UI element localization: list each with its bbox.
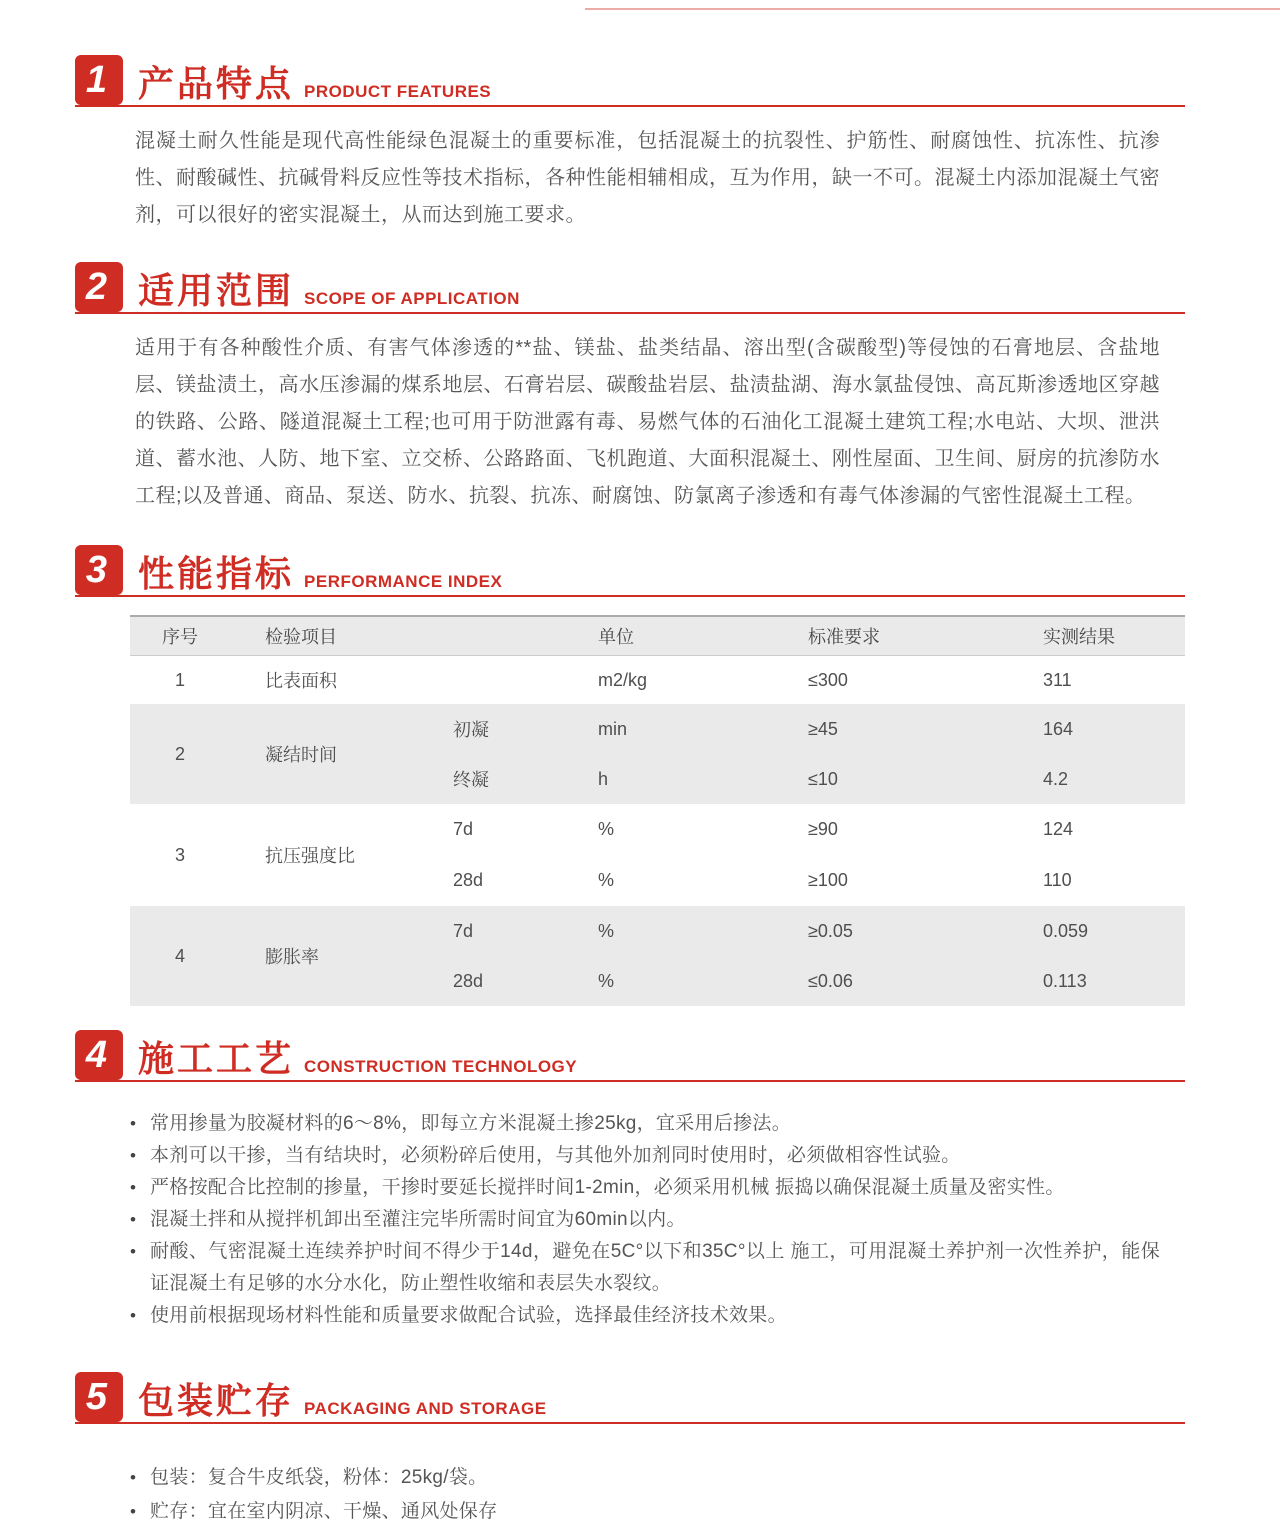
bullet-text: 严格按配合比控制的掺量，干掺时要延长搅拌时间1-2min，必须采用机械 振捣以确保混凝土质量及密实性。 [150, 1177, 1065, 1198]
cell-unit: m2/kg [598, 669, 648, 690]
section-title: 产品特点 [138, 63, 295, 104]
bullet-icon: • [130, 1242, 137, 1261]
section-subtitle-en: CONSTRUCTION TECHNOLOGY [304, 1057, 578, 1076]
column-header-std: 标准要求 [808, 627, 880, 647]
cell-item: 膨胀率 [265, 947, 319, 967]
cell-std: ≥90 [808, 819, 838, 839]
performance-table [130, 615, 1185, 1006]
list-item [130, 1496, 1160, 1528]
section-title: 适用范围 [138, 270, 295, 311]
section-packaging-and-storage [75, 1372, 1185, 1528]
list-item [130, 1172, 1160, 1204]
cell-unit: min [598, 718, 628, 739]
cell-sub: 7d [453, 819, 474, 839]
table-row [130, 804, 1185, 906]
cell-result: 0.059 [1043, 920, 1089, 941]
list-item [130, 1236, 1160, 1300]
cell-std: ≥100 [808, 870, 848, 890]
column-header-item: 检验项目 [265, 627, 337, 647]
section-subtitle-en: SCOPE OF APPLICATION [304, 289, 520, 308]
section-scope-of-application [75, 262, 1185, 515]
bullet-text: 包装：复合牛皮纸袋，粉体：25kg/袋。 [150, 1467, 488, 1488]
cell-unit: % [598, 870, 615, 890]
cell-no: 3 [174, 844, 185, 865]
cell-result: 110 [1043, 870, 1072, 890]
list-item [130, 1204, 1160, 1236]
section-subtitle-en: PERFORMANCE INDEX [304, 572, 503, 591]
bullet-text: 耐酸、气密混凝土连续养护时间不得少于14d，避免在5C°以下和35C°以上 施工，可用混凝土养护剂一次性养护，能保证混凝土有足够的水分水化，防止塑性收缩和表层失水裂纹。 [150, 1241, 1160, 1294]
section-body-text: 适用于有各种酸性介质、有害气体渗透的**盐、镁盐、盐类结晶、溶出型(含碳酸型)等侵蚀的石膏地层、含盐地层、镁盐渍土，高水压渗漏的煤系地层、石膏岩层、碳酸盐岩层、盐渍盐湖、海水氯盐侵蚀、高瓦斯渗透地区穿越的铁路、公路、隧道混凝土工程;也可用于防泄露有毒、易燃气体的石油化工混凝土建筑工程;水电站、大坝、泄洪道、蓄水池、人防、地下室、立交桥、公路路面、飞机跑道、大面积混凝土、刚性屋面、卫生间、厨房的抗渗防水工程;以及普通、商品、泵送、防水、抗裂、抗冻、耐腐蚀、防氯离子渗透和有毒气体渗漏的气密性混凝土工程。 [135, 337, 1160, 507]
section-product-features [75, 55, 1185, 234]
list-item [130, 1462, 1160, 1494]
bullet-text: 常用掺量为胶凝材料的6～8%，即每立方米混凝土掺25kg，宜采用后掺法。 [150, 1113, 792, 1134]
cell-std: ≤300 [808, 669, 848, 690]
bullet-icon: • [130, 1502, 137, 1521]
table-row [130, 656, 1185, 704]
section-header [75, 1030, 1185, 1082]
bullet-icon: • [130, 1178, 137, 1197]
section-number-badge: 5 [75, 1372, 123, 1422]
cell-result: 0.113 [1043, 970, 1087, 991]
packaging-bullet-list [130, 1462, 1160, 1528]
bullet-text: 混凝土拌和从搅拌机卸出至灌注完毕所需时间宜为60min以内。 [150, 1209, 686, 1230]
cell-std: ≤0.06 [808, 970, 853, 991]
section-number-badge: 1 [75, 55, 123, 105]
cell-unit: % [598, 920, 615, 941]
section-subtitle-en: PACKAGING AND STORAGE [304, 1399, 547, 1418]
cell-std: ≥45 [808, 718, 838, 739]
table-row [130, 906, 1185, 1006]
cell-std: ≥0.05 [808, 920, 853, 941]
cell-sub: 28d [453, 870, 484, 890]
bullet-icon: • [130, 1306, 137, 1325]
cell-item: 凝结时间 [265, 745, 337, 765]
column-header-result: 实测结果 [1043, 627, 1115, 647]
section-body-text: 混凝土耐久性能是现代高性能绿色混凝土的重要标准，包括混凝土的抗裂性、护筋性、耐腐蚀性、抗冻性、抗渗性、耐酸碱性、抗碱骨料反应性等技术指标，各种性能相辅相成，互为作用，缺一不可。混凝土内添加混凝土气密剂，可以很好的密实混凝土，从而达到施工要求。 [135, 130, 1160, 226]
cell-sub: 28d [453, 970, 484, 991]
section-header [75, 545, 1185, 597]
cell-result: 164 [1043, 718, 1074, 739]
bullet-text: 贮存：宜在室内阴凉、干燥、通风处保存 [150, 1501, 498, 1522]
section-header [75, 1372, 1185, 1424]
section-performance-index [75, 545, 1185, 1006]
bullet-icon: • [130, 1114, 137, 1133]
section-number-badge: 4 [75, 1030, 123, 1080]
section-title: 施工工艺 [138, 1038, 295, 1079]
cell-result: 124 [1043, 819, 1074, 839]
bullet-text: 使用前根据现场材料性能和质量要求做配合试验，选择最佳经济技术效果。 [150, 1305, 787, 1326]
bullet-icon: • [130, 1146, 137, 1165]
section-title: 性能指标 [138, 553, 295, 594]
table-row [130, 704, 1185, 804]
section-construction-technology [75, 1030, 1185, 1332]
construction-bullet-list [130, 1108, 1160, 1332]
list-item [130, 1140, 1160, 1172]
section-subtitle-en: PRODUCT FEATURES [304, 82, 492, 101]
cell-sub: 7d [453, 920, 474, 941]
cell-std: ≤10 [808, 768, 838, 789]
top-divider [585, 8, 1280, 10]
cell-unit: % [598, 819, 615, 839]
bullet-icon: • [130, 1210, 137, 1229]
column-header-unit: 单位 [598, 627, 634, 647]
cell-result: 311 [1043, 669, 1072, 690]
section-header [75, 55, 1185, 107]
cell-unit: h [598, 768, 609, 789]
cell-sub: 终凝 [453, 770, 489, 790]
cell-item: 抗压强度比 [265, 846, 355, 866]
column-header-no: 序号 [162, 627, 198, 647]
cell-no: 4 [174, 945, 185, 966]
bullet-icon: • [130, 1468, 137, 1487]
list-item [130, 1300, 1160, 1332]
cell-result: 4.2 [1043, 768, 1069, 789]
cell-no: 1 [174, 669, 185, 690]
list-item [130, 1108, 1160, 1140]
cell-sub: 初凝 [453, 720, 489, 740]
cell-no: 2 [174, 743, 185, 764]
section-number-badge: 3 [75, 545, 123, 595]
table-header-row [130, 615, 1185, 656]
section-title: 包装贮存 [138, 1380, 295, 1421]
section-number-badge: 2 [75, 262, 123, 312]
cell-item: 比表面积 [265, 671, 337, 691]
bullet-text: 本剂可以干掺，当有结块时，必须粉碎后使用，与其他外加剂同时使用时，必须做相容性试验。 [150, 1145, 961, 1166]
cell-unit: % [598, 970, 615, 991]
section-header [75, 262, 1185, 314]
